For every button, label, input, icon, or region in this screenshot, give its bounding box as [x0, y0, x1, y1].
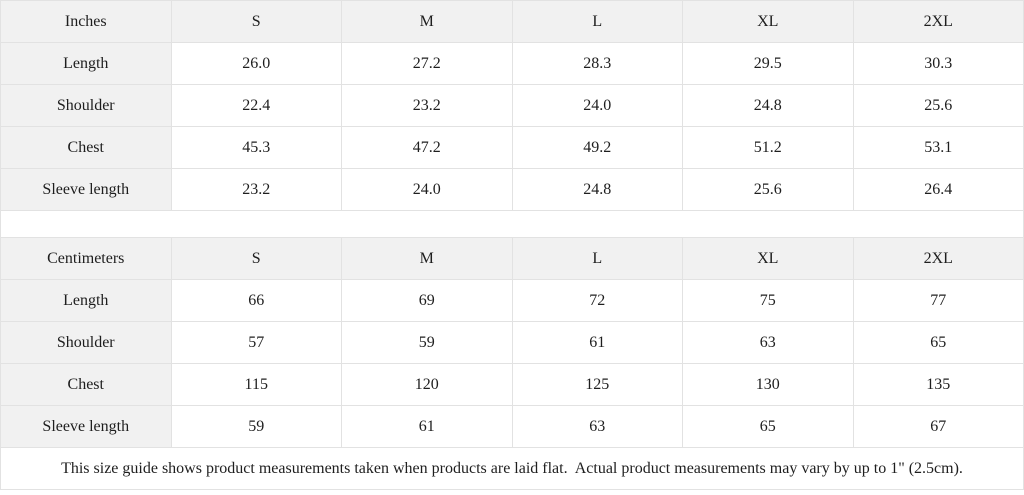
- measurement-value-cell: 125: [512, 364, 683, 406]
- measurement-row-label: Sleeve length: [1, 406, 172, 448]
- measurement-value-cell: 69: [342, 280, 513, 322]
- measurement-value-cell: 25.6: [683, 169, 854, 211]
- size-column-header-2xl: 2XL: [853, 1, 1024, 43]
- measurement-value-cell: 75: [683, 280, 854, 322]
- measurement-value-cell: 24.8: [512, 169, 683, 211]
- measurement-row-label: Sleeve length: [1, 169, 172, 211]
- unit-header-cell: Inches: [1, 1, 172, 43]
- measurement-row-label: Shoulder: [1, 85, 172, 127]
- table-row: [1, 127, 1024, 169]
- footer-row: [1, 448, 1024, 490]
- measurement-value-cell: 51.2: [683, 127, 854, 169]
- unit-header-cell: Centimeters: [1, 238, 172, 280]
- measurement-value-cell: 24.8: [683, 85, 854, 127]
- size-column-header-xl: XL: [683, 238, 854, 280]
- measurement-value-cell: 53.1: [853, 127, 1024, 169]
- measurement-value-cell: 22.4: [171, 85, 342, 127]
- measurement-value-cell: 63: [512, 406, 683, 448]
- size-column-header-l: L: [512, 1, 683, 43]
- measurement-row-label: Length: [1, 43, 172, 85]
- measurement-row-label: Length: [1, 280, 172, 322]
- measurement-value-cell: 27.2: [342, 43, 513, 85]
- measurement-value-cell: 61: [342, 406, 513, 448]
- measurement-value-cell: 66: [171, 280, 342, 322]
- measurement-row-label: Shoulder: [1, 322, 172, 364]
- measurement-value-cell: 23.2: [342, 85, 513, 127]
- size-column-header-m: M: [342, 238, 513, 280]
- size-guide-note: This size guide shows product measurements taken when products are laid flat. Actual product measurements may vary by up to 1" (2.5cm).: [1, 448, 1024, 490]
- measurement-value-cell: 59: [342, 322, 513, 364]
- table-spacer-row: [1, 211, 1024, 238]
- table-row: [1, 406, 1024, 448]
- table-spacer: [1, 211, 1024, 238]
- measurement-value-cell: 65: [853, 322, 1024, 364]
- measurement-value-cell: 23.2: [171, 169, 342, 211]
- measurement-value-cell: 65: [683, 406, 854, 448]
- measurement-value-cell: 26.4: [853, 169, 1024, 211]
- measurement-value-cell: 135: [853, 364, 1024, 406]
- measurement-value-cell: 77: [853, 280, 1024, 322]
- measurement-row-label: Chest: [1, 127, 172, 169]
- measurement-value-cell: 130: [683, 364, 854, 406]
- measurement-value-cell: 47.2: [342, 127, 513, 169]
- measurement-value-cell: 59: [171, 406, 342, 448]
- measurement-value-cell: 115: [171, 364, 342, 406]
- table-row: [1, 169, 1024, 211]
- size-column-header-m: M: [342, 1, 513, 43]
- measurement-value-cell: 24.0: [342, 169, 513, 211]
- inches-header-row: [1, 1, 1024, 43]
- measurement-value-cell: 57: [171, 322, 342, 364]
- measurement-value-cell: 45.3: [171, 127, 342, 169]
- measurement-value-cell: 72: [512, 280, 683, 322]
- measurement-value-cell: 63: [683, 322, 854, 364]
- measurement-value-cell: 24.0: [512, 85, 683, 127]
- measurement-value-cell: 25.6: [853, 85, 1024, 127]
- measurement-value-cell: 29.5: [683, 43, 854, 85]
- size-column-header-s: S: [171, 238, 342, 280]
- size-column-header-2xl: 2XL: [853, 238, 1024, 280]
- table-row: [1, 280, 1024, 322]
- table-row: [1, 43, 1024, 85]
- measurement-value-cell: 49.2: [512, 127, 683, 169]
- size-column-header-l: L: [512, 238, 683, 280]
- measurement-value-cell: 28.3: [512, 43, 683, 85]
- measurement-value-cell: 67: [853, 406, 1024, 448]
- table-row: [1, 322, 1024, 364]
- size-column-header-xl: XL: [683, 1, 854, 43]
- measurement-value-cell: 26.0: [171, 43, 342, 85]
- table-row: [1, 85, 1024, 127]
- centimeters-header-row: [1, 238, 1024, 280]
- measurement-value-cell: 61: [512, 322, 683, 364]
- table-row: [1, 364, 1024, 406]
- measurement-row-label: Chest: [1, 364, 172, 406]
- measurement-value-cell: 30.3: [853, 43, 1024, 85]
- size-column-header-s: S: [171, 1, 342, 43]
- measurement-value-cell: 120: [342, 364, 513, 406]
